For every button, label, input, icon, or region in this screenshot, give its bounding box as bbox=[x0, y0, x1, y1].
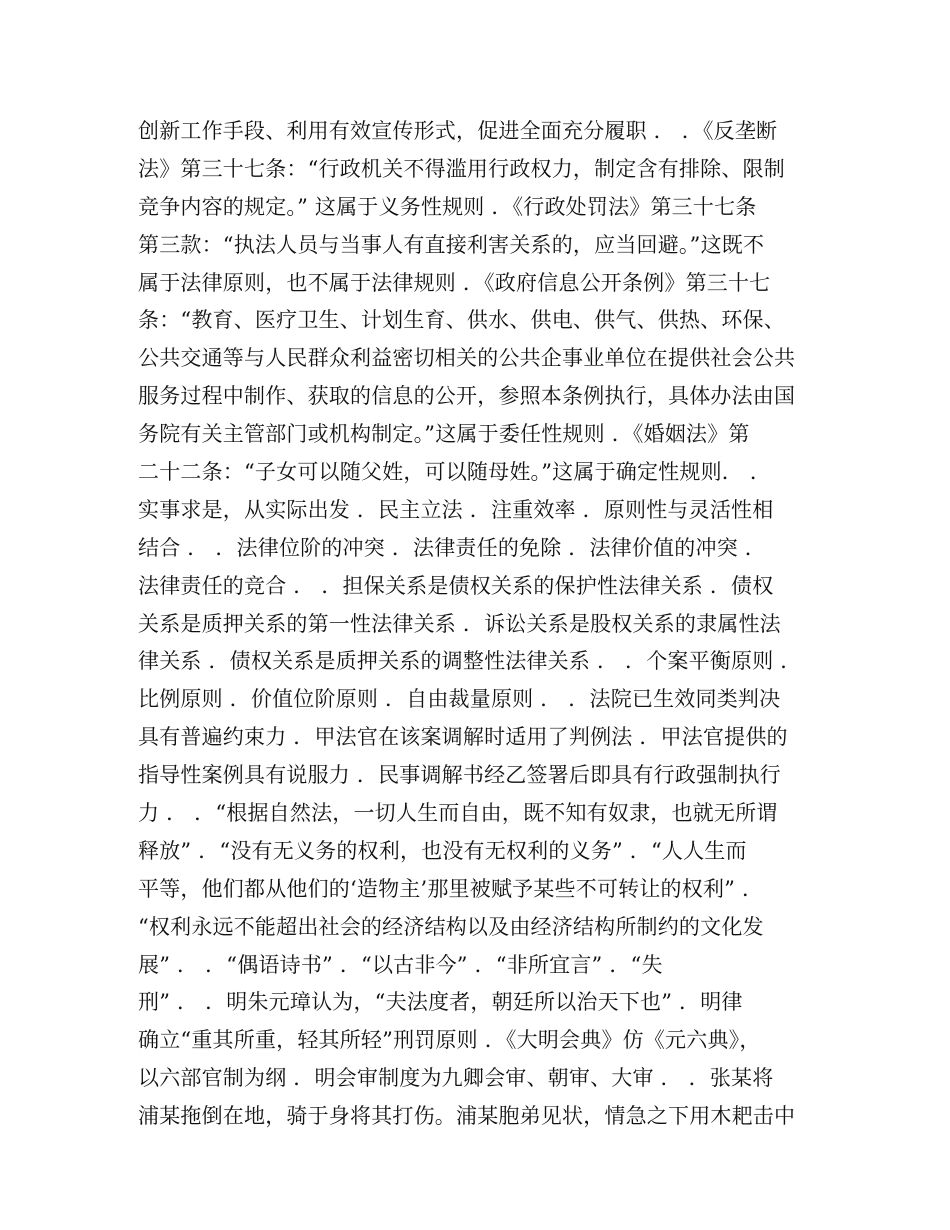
text-line: 属于法律原则，也不属于法律规则 ．《政府信息公开条例》第三十七 bbox=[138, 270, 771, 295]
text-line: 指导性案例具有说服力 ．民事调解书经乙签署后即具有行政强制执行 bbox=[138, 763, 781, 788]
text-line: 条：“教育、医疗卫生、计划生育、供水、供电、供气、供热、环保、 bbox=[138, 308, 785, 333]
text-line: 浦某拖倒在地，骑于身将其打伤。浦某胞弟见状，情急之下用木耙击中 bbox=[138, 1104, 796, 1129]
text-line: 律关系 ．债权关系是质押关系的调整性法律关系 ． ．个案平衡原则 ． bbox=[138, 649, 802, 674]
text-line: 展” ． ．“偶语诗书” ．“以古非今” ．“非所宜言” ．“失 bbox=[138, 952, 663, 977]
text-line: 公共交通等与人民群众利益密切相关的公共企事业单位在提供社会公共 bbox=[138, 346, 796, 371]
text-line: 平等，他们都从他们的‘造物主’那里被赋予某些不可转让的权利” ． bbox=[138, 876, 764, 901]
text-line: 确立“重其所重，轻其所轻”刑罚原则 ．《大明会典》仿《元六典》， bbox=[138, 1028, 761, 1053]
text-line: 创新工作手段、利用有效宣传形式，促进全面充分履职 ． ．《反垄断 bbox=[138, 119, 778, 143]
body-text bbox=[138, 113, 828, 1136]
text-line: 结合 ． ．法律位阶的冲突 ．法律责任的免除 ．法律价值的冲突 ． bbox=[138, 535, 766, 560]
text-line: 力 ． ．“根据自然法，一切人生而自由，既不知有奴隶，也就无所谓 bbox=[138, 801, 778, 826]
text-line: 服务过程中制作、获取的信息的公开，参照本条例执行，具体办法由国 bbox=[138, 384, 796, 409]
text-line: 务院有关主管部门或机构制定。”这属于委任性规则 ．《婚姻法》第 bbox=[138, 422, 750, 447]
text-line: 关系是质押关系的第一性法律关系 ．诉讼关系是股权关系的隶属性法 bbox=[138, 611, 781, 636]
text-line: 以六部官制为纲 ．明会审制度为九卿会审、朝审、大审 ． ．张某将 bbox=[138, 1066, 774, 1091]
text-line: 刑” ． ．明朱元璋认为，“夫法度者，朝廷所以治天下也” ．明律 bbox=[138, 990, 743, 1015]
text-line: 比例原则 ．价值位阶原则 ．自由裁量原则 ． ．法院已生效同类判决 bbox=[138, 687, 781, 712]
text-line: 释放” ．“没有无义务的权利，也没有无权利的义务” ．“人人生而 bbox=[138, 838, 747, 863]
text-line: 法》第三十七条：“行政机关不得滥用行政权力，制定含有排除、限制 bbox=[138, 156, 785, 181]
text-line: 二十二条：“子女可以随父姓，可以随母姓。”这属于确定性规则． ． bbox=[138, 460, 772, 485]
text-line: 法律责任的竞合 ． ．担保关系是债权关系的保护性法律关系 ．债权 bbox=[138, 573, 774, 598]
text-line: 第三款：“执法人员与当事人有直接利害关系的，应当回避。”这既不 bbox=[138, 232, 765, 257]
text-line: 具有普遍约束力 ．甲法官在该案调解时适用了判例法 ．甲法官提供的 bbox=[138, 725, 788, 750]
text-line: 竞争内容的规定。” 这属于义务性规则 ．《行政处罚法》第三十七条 bbox=[138, 194, 757, 219]
text-line: 实事求是，从实际出发 ．民主立法 ．注重效率 ．原则性与灵活性相 bbox=[138, 497, 774, 522]
text-line: “权利永远不能超出社会的经济结构以及由经济结构所制约的文化发 bbox=[138, 914, 764, 939]
